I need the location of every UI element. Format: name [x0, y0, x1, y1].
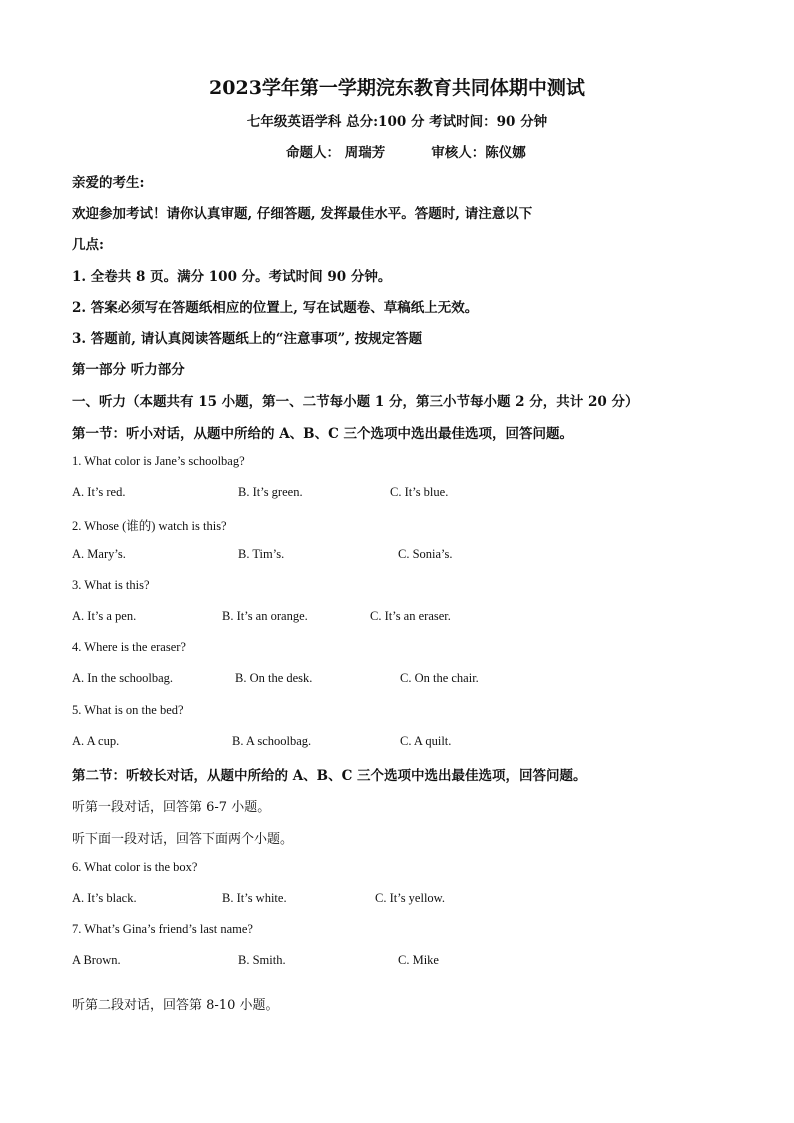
- q5-option-b: B. A schoolbag.: [232, 734, 312, 748]
- question-6: 6. What color is the box?: [72, 860, 198, 874]
- question-7: 7. What’s Gina’s friend’s last name?: [72, 922, 253, 936]
- question-4: 4. Where is the eraser?: [72, 640, 186, 654]
- q7-option-a: A Brown.: [72, 953, 121, 967]
- exam-authors: [286, 141, 526, 161]
- q4-option-a: A. In the schoolbag.: [72, 671, 174, 685]
- q5-option-c: C. A quilt.: [400, 734, 452, 748]
- q1-option-b: B. It’s green.: [238, 485, 303, 499]
- note-2: 2. 答案必须写在答题纸相应的位置上, 写在试题卷、草稿纸上无效。: [72, 300, 479, 316]
- note-1: 1. 全卷共 8 页。满分 100 分。考试时间 90 分钟。: [72, 269, 392, 285]
- setter-name: 命题人： 周瑞芳: [286, 145, 386, 161]
- section2-heading: 第二节：听较长对话，从题中所给的 A、B、C 三个选项中选出最佳选项，回答问题。: [72, 768, 587, 784]
- question-1: 1. What color is Jane’s schoolbag?: [72, 454, 245, 468]
- note-3: 3. 答题前, 请认真阅读答题纸上的“注意事项”, 按规定答题: [72, 331, 423, 347]
- q5-option-a: A. A cup.: [72, 734, 120, 748]
- section2-note-2: 听下面一段对话，回答下面两个小题。: [72, 832, 294, 847]
- section1-heading: 第一节：听小对话，从题中所给的 A、B、C 三个选项中选出最佳选项，回答问题。: [72, 426, 574, 442]
- listening-section-heading: 一、听力（本题共有 15 小题，第一、二节每小题 1 分，第三小节每小题 2 分，共计 20 分）: [72, 394, 639, 410]
- section2-note-3: 听第二段对话，回答第 8-10 小题。: [72, 998, 279, 1013]
- q3-option-b: B. It’s an orange.: [222, 609, 308, 623]
- intro-line-2: 几点:: [72, 237, 104, 253]
- section2-note-1: 听第一段对话，回答第 6-7 小题。: [72, 800, 271, 815]
- page-title: 2023学年第一学期浣东教育共同体期中测试: [209, 77, 585, 99]
- question-3: 3. What is this?: [72, 578, 150, 592]
- q2-option-c: C. Sonia’s.: [398, 547, 453, 561]
- q2-option-a: A. Mary’s.: [72, 547, 126, 561]
- q1-option-c: C. It’s blue.: [390, 485, 449, 499]
- q2-option-b: B. Tim’s.: [238, 547, 285, 561]
- q3-option-a: A. It’s a pen.: [72, 609, 137, 623]
- q6-option-b: B. It’s white.: [222, 891, 287, 905]
- q7-option-b: B. Smith.: [238, 953, 286, 967]
- question-5: 5. What is on the bed?: [72, 703, 184, 717]
- part1-heading: 第一部分 听力部分: [72, 362, 185, 378]
- q1-option-a: A. It’s red.: [72, 485, 126, 499]
- q6-option-a: A. It’s black.: [72, 891, 137, 905]
- q3-option-c: C. It’s an eraser.: [370, 609, 451, 623]
- q4-option-c: C. On the chair.: [400, 671, 479, 685]
- q7-option-c: C. Mike: [398, 953, 439, 967]
- exam-subtitle: 七年级英语学科 总分:100 分 考试时间：90 分钟: [246, 114, 548, 130]
- greeting: 亲爱的考生:: [72, 175, 145, 191]
- q6-option-c: C. It’s yellow.: [375, 891, 446, 905]
- question-2: 2. Whose (谁的) watch is this?: [72, 519, 227, 533]
- q4-option-b: B. On the desk.: [235, 671, 313, 685]
- intro-line-1: 欢迎参加考试！请你认真审题, 仔细答题, 发挥最佳水平。答题时, 请注意以下: [72, 206, 533, 222]
- reviewer-name: 审核人：陈仪娜: [431, 145, 526, 161]
